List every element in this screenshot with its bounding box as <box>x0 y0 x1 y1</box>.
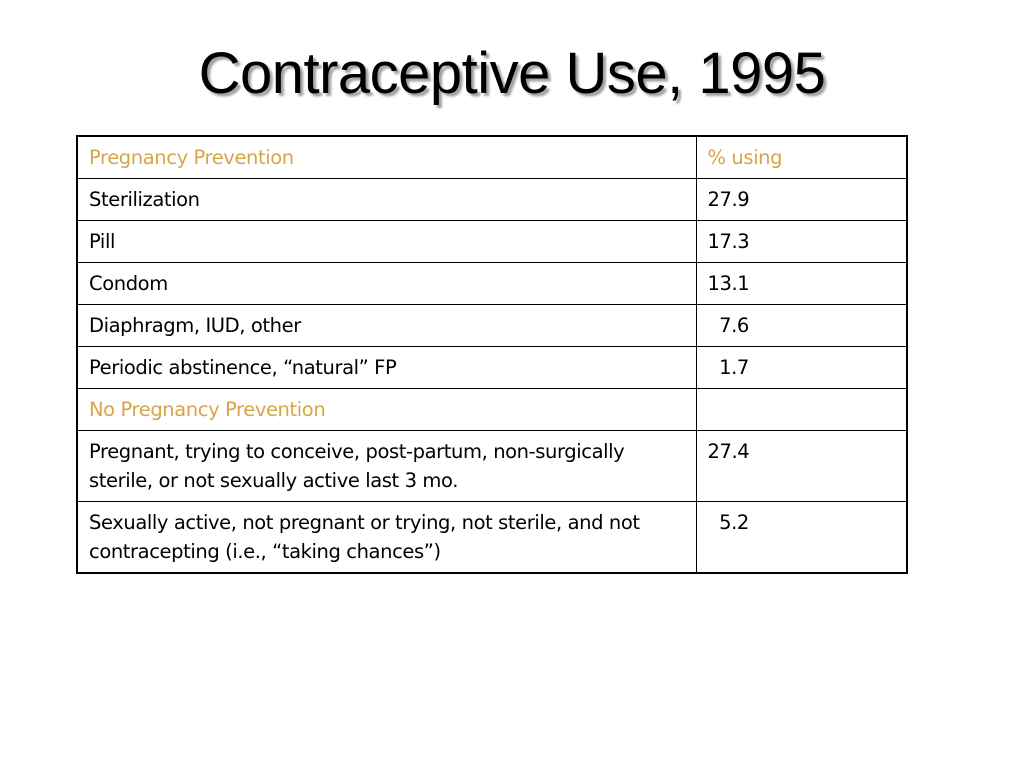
header-percent-using: % using <box>696 136 907 179</box>
slide-title: Contraceptive Use, 1995 <box>198 41 826 106</box>
method-cell: Sexually active, not pregnant or trying, not sterile, and not contracepting (i.e., “taking chances”) <box>77 502 696 574</box>
table-header-row <box>77 136 907 179</box>
percent-cell: 5.2 <box>696 502 907 574</box>
contraceptive-use-table <box>76 135 908 574</box>
method-cell: Condom <box>77 263 696 305</box>
method-cell: Sterilization <box>77 179 696 221</box>
table-row <box>77 347 907 389</box>
table-row <box>77 431 907 502</box>
percent-cell: 13.1 <box>696 263 907 305</box>
table-row <box>77 305 907 347</box>
header-no-pregnancy-prevention: No Pregnancy Prevention <box>77 389 696 431</box>
method-cell: Periodic abstinence, “natural” FP <box>77 347 696 389</box>
percent-cell: 17.3 <box>696 221 907 263</box>
table-row <box>77 263 907 305</box>
method-cell: Pill <box>77 221 696 263</box>
percent-cell: 27.4 <box>696 431 907 502</box>
percent-cell: 7.6 <box>696 305 907 347</box>
table-row <box>77 179 907 221</box>
percent-cell: 1.7 <box>696 347 907 389</box>
table-row <box>77 502 907 574</box>
percent-cell: 27.9 <box>696 179 907 221</box>
no-prevention-header-row <box>77 389 907 431</box>
header-pregnancy-prevention: Pregnancy Prevention <box>77 136 696 179</box>
table-row <box>77 221 907 263</box>
method-cell: Pregnant, trying to conceive, post-partum, non-surgically sterile, or not sexually active last 3 mo. <box>77 431 696 502</box>
method-cell: Diaphragm, IUD, other <box>77 305 696 347</box>
header-empty-cell <box>696 389 907 431</box>
